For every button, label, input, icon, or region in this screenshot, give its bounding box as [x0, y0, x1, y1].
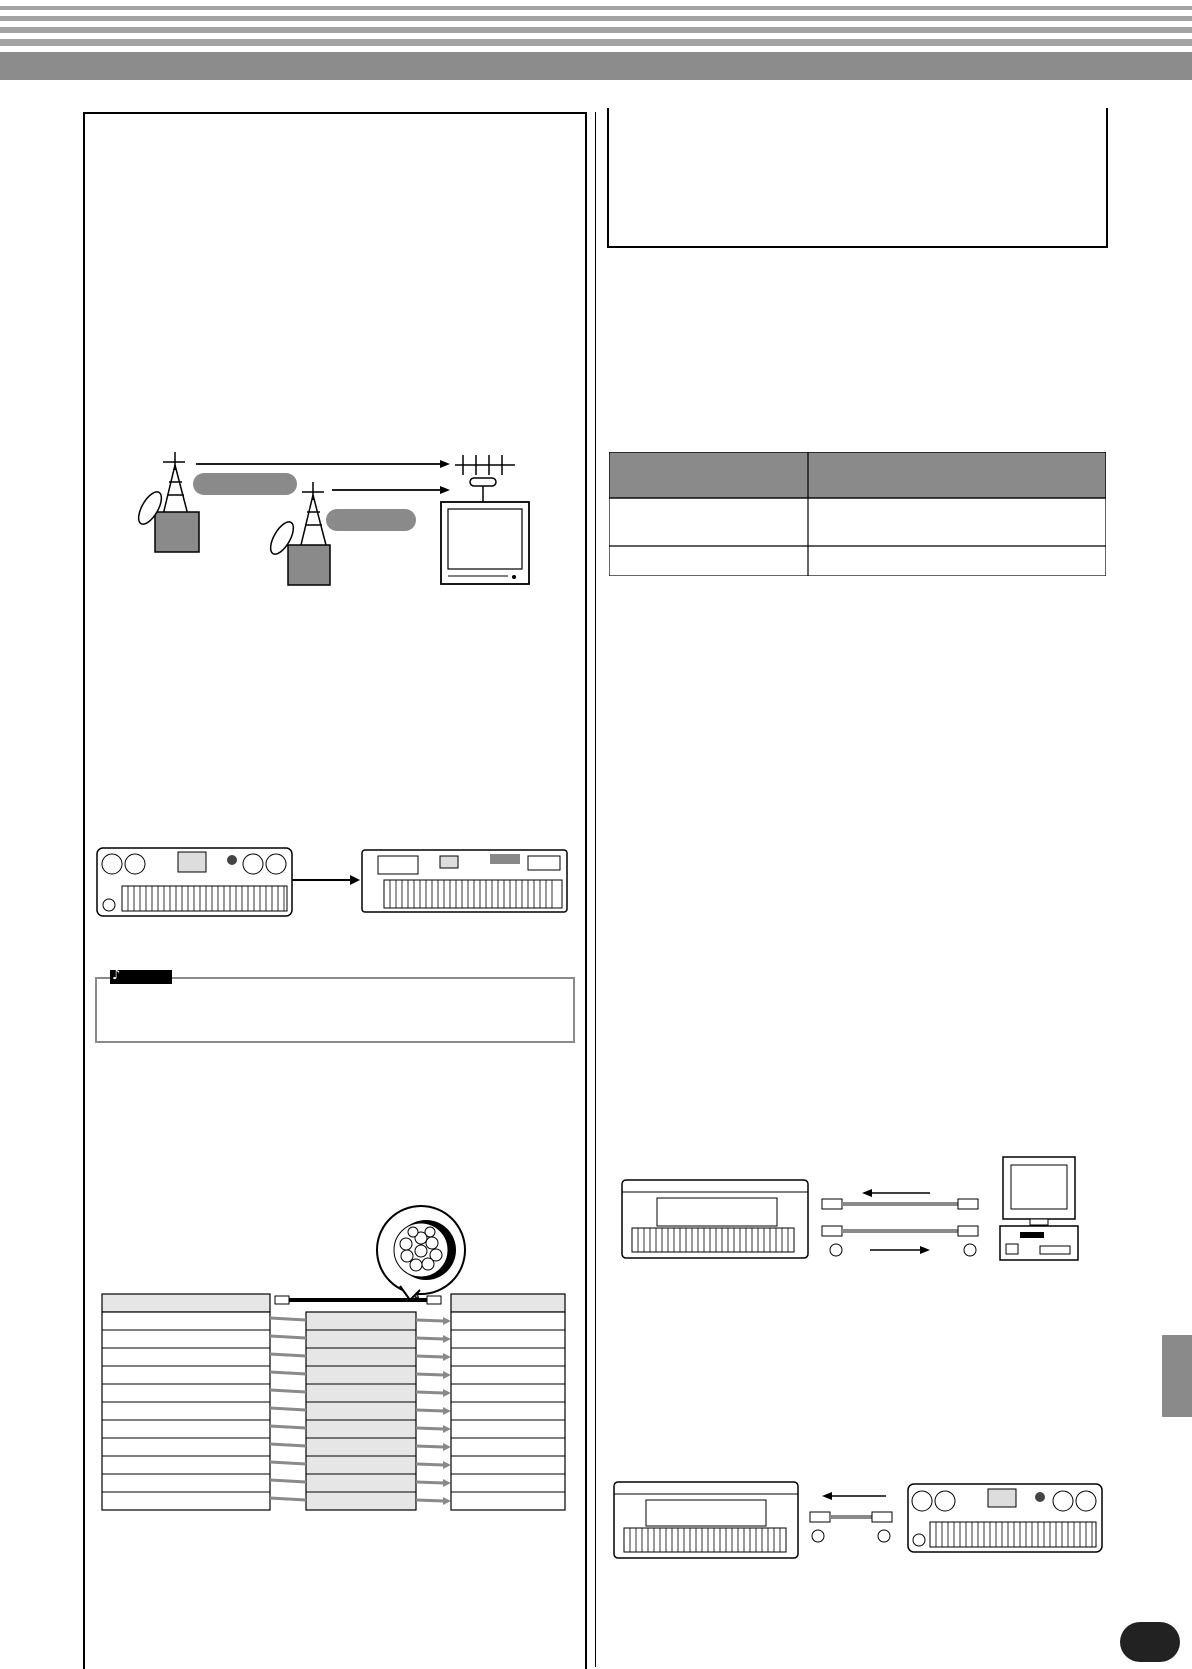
- page-number-badge: [1120, 1622, 1180, 1662]
- data-table: [609, 452, 1106, 576]
- note-box: [95, 977, 575, 1043]
- music-note-icon: ♪: [112, 968, 121, 983]
- header-stripes: [0, 0, 1192, 80]
- arranger-keyboard-2: [908, 1484, 1102, 1552]
- table-grid: [609, 452, 1106, 576]
- digital-piano-2: [614, 1482, 798, 1558]
- digital-piano: [622, 1180, 808, 1258]
- note-tab: [110, 970, 172, 984]
- computer-unit: [1000, 1226, 1078, 1260]
- computer-monitor: [1003, 1157, 1075, 1219]
- right-top-box: [607, 108, 1108, 248]
- column-divider: [595, 112, 596, 1667]
- page-header-band: [0, 0, 1192, 80]
- section-side-tab[interactable]: [1162, 1335, 1192, 1417]
- left-column-frame: [83, 112, 587, 1669]
